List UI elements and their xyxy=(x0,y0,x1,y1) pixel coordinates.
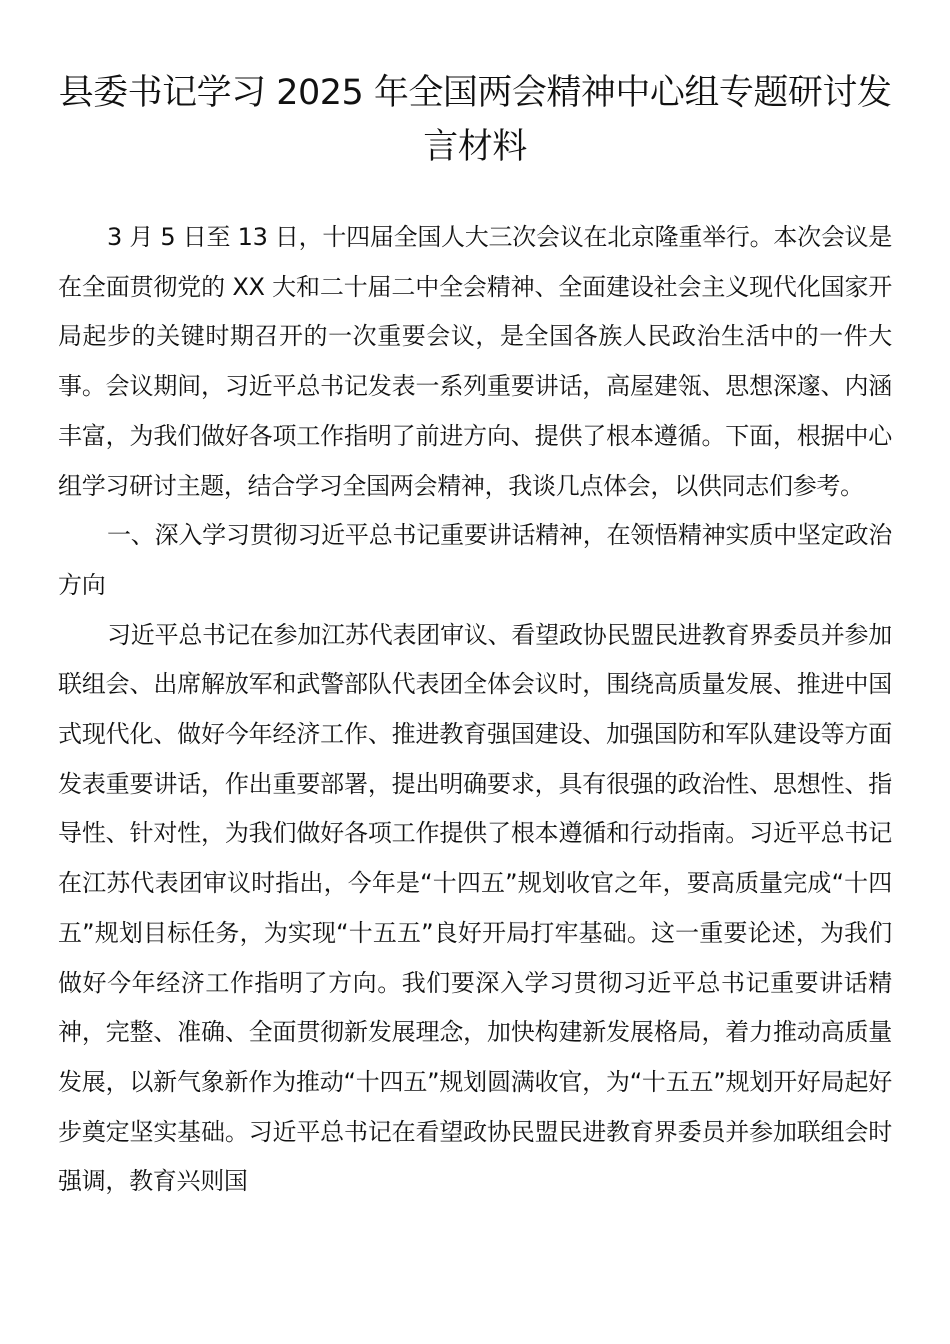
section-heading-1: 一、深入学习贯彻习近平总书记重要讲话精神，在领悟精神实质中坚定政治方向 xyxy=(58,521,892,599)
document-body xyxy=(58,213,892,1207)
paragraph-intro: 3 月 5 日至 13 日，十四届全国人大三次会议在北京隆重举行。本次会议是在全面贯彻党的 XX 大和二十届二中全会精神、全面建设社会主义现代化国家开局起步的关键时期召开的一次重要会议，是全国各族人民政治生活中的一件大事。会议期间，习近平总书记发表一系列重要讲话，高屋建瓴、思想深邃、内涵丰富，为我们做好各项工作指明了前进方向、提供了根本遵循。下面，根据中心组学习研讨主题，结合学习全国两会精神，我谈几点体会，以供同志们参考。 xyxy=(58,223,892,500)
paragraph-section-1: 习近平总书记在参加江苏代表团审议、看望政协民盟民进教育界委员并参加联组会、出席解放军和武警部队代表团全体会议时，围绕高质量发展、推进中国式现代化、做好今年经济工作、推进教育强国建设、加强国防和军队建设等方面发表重要讲话，作出重要部署，提出明确要求，具有很强的政治性、思想性、指导性、针对性，为我们做好各项工作提供了根本遵循和行动指南。习近平总书记在江苏代表团审议时指出，今年是“十四五”规划收官之年，要高质量完成“十四五”规划目标任务，为实现“十五五”良好开局打牢基础。这一重要论述，为我们做好今年经济工作指明了方向。我们要深入学习贯彻习近平总书记重要讲话精神，完整、准确、全面贯彻新发展理念，加快构建新发展格局，着力推动高质量发展，以新气象新作为推动“十四五”规划圆满收官，为“十五五”规划开好局起好步奠定坚实基础。习近平总书记在看望政协民盟民进教育界委员并参加联组会时强调，教育兴则国 xyxy=(58,620,892,1196)
document-title: 县委书记学习 2025 年全国两会精神中心组专题研讨发言材料 xyxy=(58,73,892,167)
